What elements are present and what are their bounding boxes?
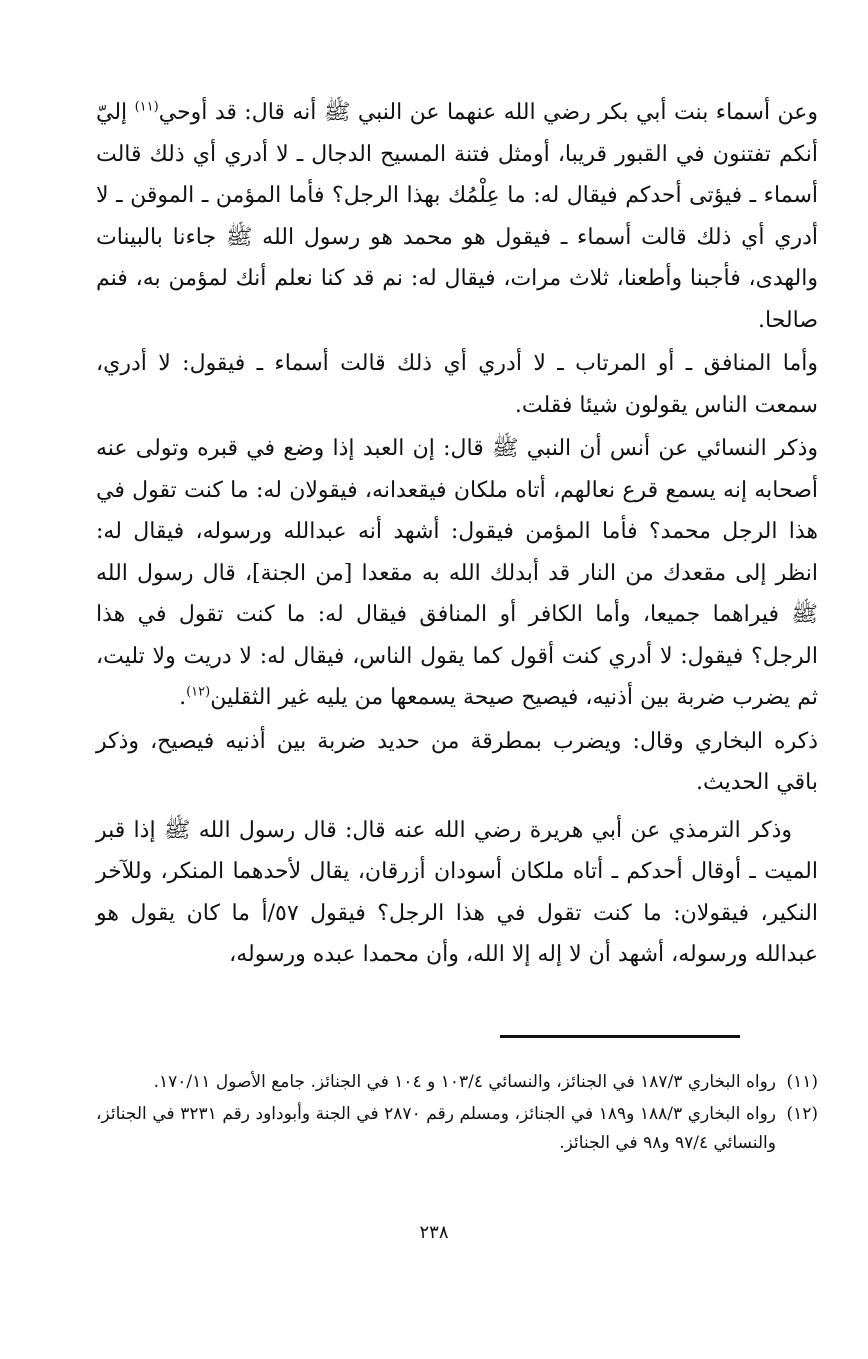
paragraph-asma-hadith <box>96 92 818 341</box>
footnote-number: (١٢) <box>786 1104 818 1124</box>
paragraph-hypocrite <box>96 343 818 426</box>
footnote-text: رواه البخاري ١٨٨/٣ و١٨٩ في الجنائز، ومسلم رقم ٢٨٧٠ في الجنة وأبوداود رقم ٣٢٣١ في الجنائز، والنسائي ٩٧/٤ و٩٨ في الجنائز. <box>96 1104 777 1153</box>
footnote-item <box>96 1100 818 1158</box>
main-text <box>96 92 818 976</box>
footnote-number: (١١) <box>786 1072 818 1092</box>
page-number: ٢٣٨ <box>419 1222 449 1243</box>
footnote-text: رواه البخاري ١٨٧/٣ في الجنائز، والنسائي ١٠٣/٤ و ١٠٤ في الجنائز. جامع الأصول ١٧٠/١١. <box>153 1072 776 1092</box>
paragraph-text: . <box>179 685 187 710</box>
paragraph-text: وذكر الترمذي عن أبي هريرة رضي الله عنه قال: قال رسول الله ﷺ إذا قبر الميت ـ أوقال أحدكم ـ أتاه ملكان أسودان أزرقان، يقال لأحدهما المنكر، وللآخر النكير، فيقولان: ما كنت تقول في هذا الرجل؟ فيقول ٥٧/أ ما كان يقول هو عبدالله ورسوله، أشهد أن لا إله إلا الله، وأن محمدا عبده ورسوله، <box>96 817 818 967</box>
footnote-item <box>96 1068 818 1097</box>
paragraph-text: وعن أسماء بنت أبي بكر رضي الله عنهما عن النبي ﷺ أنه قال: قد أوحي <box>158 100 818 125</box>
footnote-separator <box>500 1035 740 1038</box>
paragraph-text: ذكره البخاري وقال: ويضرب بمطرقة من حديد ضربة بين أذنيه فيصيح، وذكر باقي الحديث. <box>96 728 818 795</box>
paragraph-text: إليّ أنكم تفتنون في القبور قريبا، أومثل فتنة المسيح الدجال ـ لا أدري أي ذلك قالت أسماء ـ فيؤتى أحدكم فيقال له: ما عِلْمُك بهذا الرجل؟ فأما المؤمن ـ الموقن ـ لا أدري أي ذلك قالت أسماء ـ فيقول هو محمد هو رسول الله ﷺ جاءنا بالبينات والهدى، فأجبنا وأطعنا، ثلاث مرات، فيقال له: نم قد كنا نعلم أنك لمؤمن به، فنم صالحا. <box>96 100 819 333</box>
paragraph-bukhari-note <box>96 721 818 804</box>
paragraph-text: وأما المنافق ـ أو المرتاب ـ لا أدري أي ذلك قالت أسماء ـ فيقول: لا أدري، سمعت الناس يقولون شيئا فقلت. <box>96 351 818 418</box>
footnotes <box>96 1068 818 1161</box>
footnote-reference: (١٢) <box>186 684 211 700</box>
paragraph-nasai-hadith <box>96 428 818 719</box>
paragraph-tirmidhi-hadith <box>96 810 818 976</box>
paragraph-text: وذكر النسائي عن أنس أن النبي ﷺ قال: إن العبد إذا وضع في قبره وتولى عنه أصحابه إنه يسمع قرع نعالهم، أتاه ملكان فيقعدانه، فيقولان له: ما كنت تقول في هذا الرجل محمد؟ فأما المؤمن فيقول: أشهد أنه عبدالله ورسوله، فيقال له: انظر إلى مقعدك من النار قد أبدلك الله به مقعدا [من الجنة]، قال رسول الله ﷺ فيراهما جميعا، وأما الكافر أو المنافق فيقال له: ما كنت تقول في هذا الرجل؟ فيقول: لا أدري كنت أقول كما يقول الناس، فيقال له: لا دريت ولا تليت، ثم يضرب ضربة بين أذنيه، فيصيح صيحة يسمعها من يليه غير الثقلين <box>96 436 819 710</box>
footnote-reference: (١١) <box>134 99 159 115</box>
